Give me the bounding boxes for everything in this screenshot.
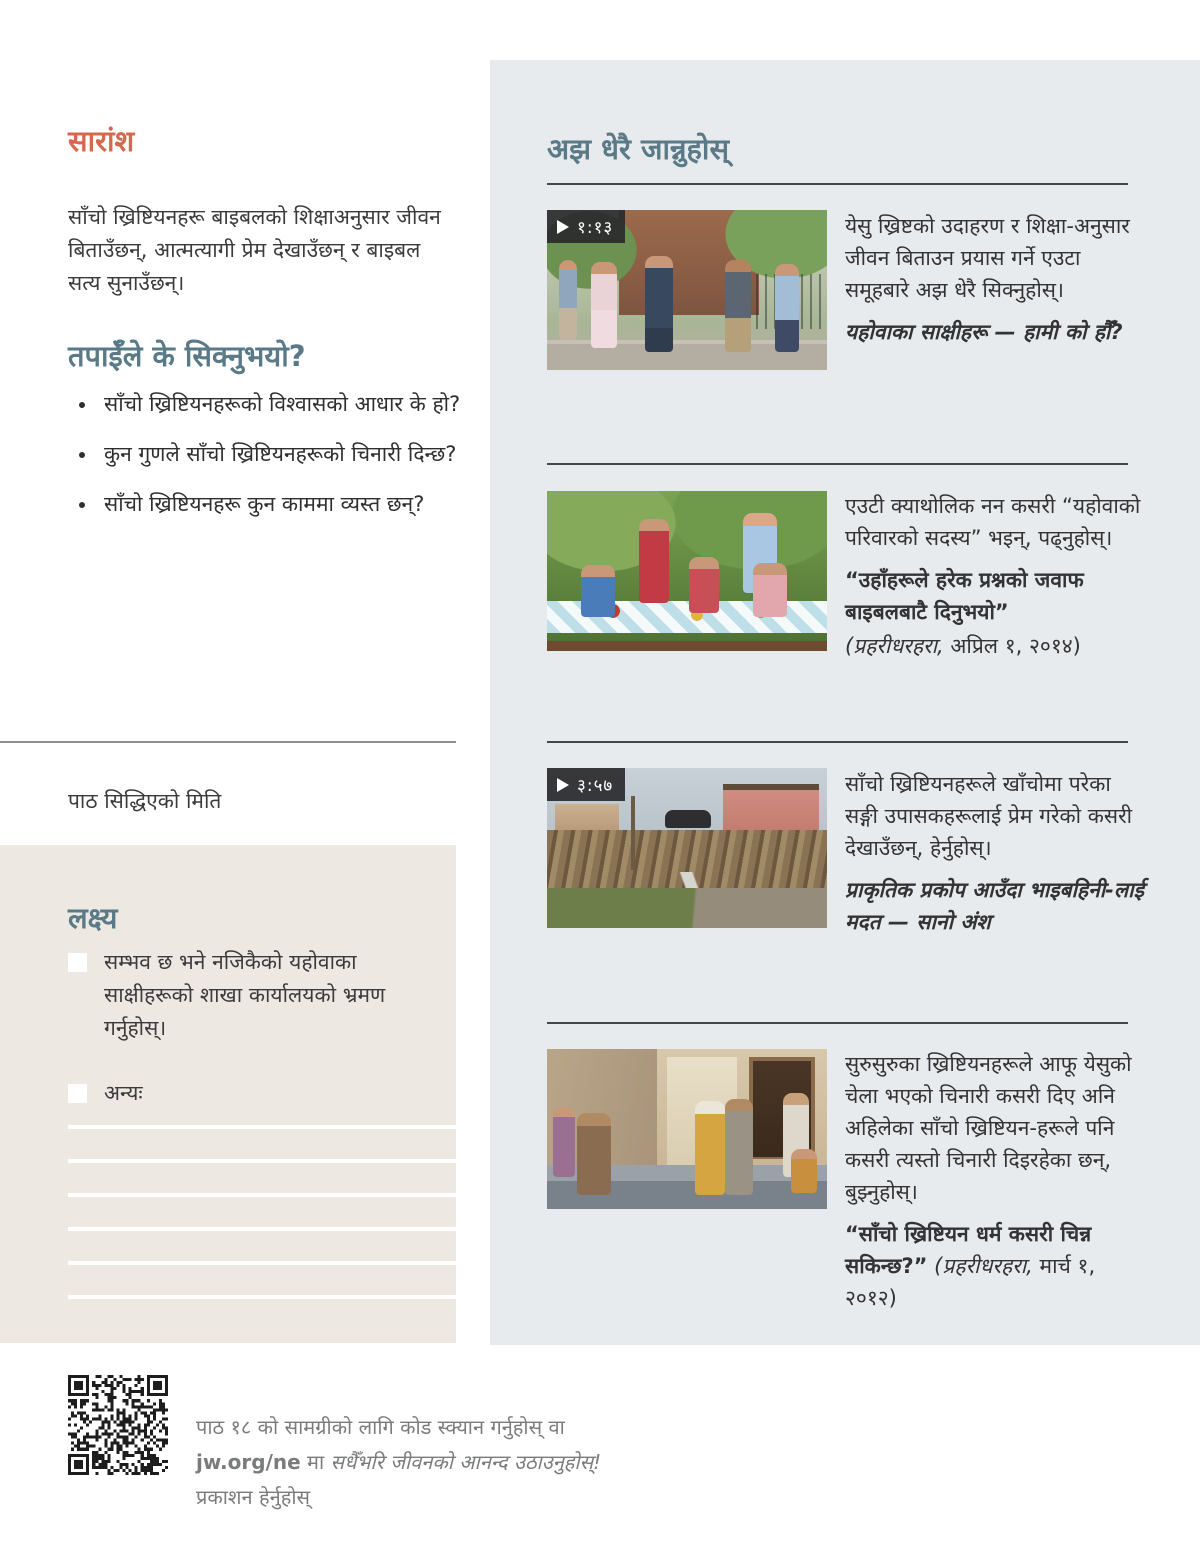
figure-shape [639, 519, 669, 603]
write-line[interactable] [68, 1159, 456, 1163]
goal-checkbox[interactable] [68, 953, 87, 972]
write-line[interactable] [68, 1261, 456, 1265]
family-picnic-photo [547, 491, 827, 651]
goal-option-label: सम्भव छ भने नजिकैको यहोवाका साक्षीहरूको शाखा कार्यालयको भ्रमण गर्नुहोस्। [104, 950, 386, 1040]
question-item: • साँचो ख्रिष्टियनहरू कुन काममा व्यस्त छन्? [98, 488, 480, 521]
play-icon [557, 220, 569, 234]
summary-heading: सारांश [68, 124, 135, 159]
review-question-list [68, 388, 480, 538]
figure-shape [775, 264, 799, 352]
write-line[interactable] [68, 1193, 456, 1197]
learn-more-item-text [845, 210, 1147, 358]
question-item: • कुन गुणले साँचो ख्रिष्टियनहरूको चिनारी दिन्छ? [98, 438, 480, 471]
write-line[interactable] [68, 1295, 456, 1299]
figure-shape [665, 810, 711, 828]
qr-code [68, 1375, 168, 1475]
connector-text: मा [300, 1450, 331, 1474]
date-divider-line [0, 741, 456, 743]
qr-code-graphic [68, 1375, 168, 1475]
figure-shape [581, 565, 615, 617]
figure-shape [553, 1107, 575, 1177]
learn-more-panel [490, 60, 1200, 1345]
figure-shape [645, 256, 673, 352]
learn-more-heading: अझ धेरै जान्नुहोस् [547, 132, 730, 167]
footer-scan-note [196, 1410, 646, 1515]
item-description: एउटी क्याथोलिक नन कसरी “यहोवाको परिवारको सदस्य” भइन्, पढ्नुहोस्। [845, 494, 1141, 550]
goal-box [0, 845, 456, 1343]
learn-more-item-text [845, 768, 1147, 948]
item-description: सुरुसुरुका ख्रिष्टियनहरूले आफू येसुको चेला भएको चिनारी कसरी दिए अनि अहिलेका साँचो ख्रिष्टियन-हरूले पनि कसरी त्यस्तो चिनारी दिइरहेका छन्, बुझ्नुहोस्। [845, 1052, 1132, 1204]
item-divider-line [547, 183, 1128, 185]
jw-org-link[interactable]: jw.org/ne [196, 1450, 301, 1474]
figure-shape [577, 1113, 611, 1195]
video-duration: ३:५७ [577, 776, 614, 796]
item-title: “उहाँहरूले हरेक प्रश्नको जवाफ बाइबलबाटै दिनुभयो” [845, 568, 1084, 624]
figure-shape [689, 557, 719, 613]
learn-more-item-text [845, 1048, 1147, 1324]
item-title: यहोवाका साक्षीहरू — हामी को हौँ? [845, 320, 1123, 344]
scan-instruction: पाठ १८ को सामग्रीको लागि कोड स्क्यान गर्नुहोस् वा [196, 1415, 565, 1439]
play-icon [557, 778, 569, 792]
what-did-you-learn-heading: तपाईँले के सिक्नुभयो? [68, 339, 306, 374]
figure-shape [725, 260, 751, 352]
figure-shape [631, 796, 635, 870]
item-title-with-citation: “साँचो ख्रिष्टियन धर्म कसरी चिन्न सकिन्छ?” (प्रहरीधरहरा, मार्च १, २०१२) [845, 1222, 1096, 1310]
learn-more-item-text [845, 490, 1147, 672]
goal-option-label: अन्यः [104, 1081, 143, 1105]
view-publication-text: प्रकाशन हेर्नुहोस् [196, 1485, 311, 1509]
goal-heading: लक्ष्य [68, 901, 118, 936]
write-line[interactable] [68, 1227, 456, 1231]
figure-shape [559, 260, 577, 340]
item-citation: (प्रहरीधरहरा, अप्रिल १, २०१४) [845, 634, 1081, 658]
street-preaching-video-thumbnail[interactable] [547, 210, 827, 370]
item-description: येसु ख्रिष्टको उदाहरण र शिक्षा-अनुसार जीवन बिताउन प्रयास गर्ने एउटा समूहबारे अझ धेरै सिक्नुहोस्। [845, 214, 1130, 302]
item-title: प्राकृतिक प्रकोप आउँदा भाइबहिनी-लाई मदत — सानो अंश [845, 878, 1144, 934]
item-divider-line [547, 741, 1128, 743]
write-line[interactable] [68, 1125, 456, 1129]
video-duration-badge [547, 210, 625, 243]
early-christians-illustration [547, 1049, 827, 1209]
item-divider-line [547, 463, 1128, 465]
goal-checkbox[interactable] [68, 1084, 87, 1103]
disaster-relief-video-thumbnail[interactable] [547, 768, 827, 928]
video-duration-badge [547, 768, 625, 801]
figure-shape [591, 262, 617, 348]
item-divider-line [547, 1022, 1128, 1024]
video-duration: १:१३ [577, 218, 614, 238]
goal-option-row [68, 1077, 438, 1110]
figure-shape [791, 1149, 817, 1193]
question-item: • साँचो ख्रिष्टियनहरूको विश्वासको आधार के हो? [98, 388, 480, 421]
summary-paragraph: साँचो ख्रिष्टियनहरू बाइबलको शिक्षाअनुसार जीवन बिताउँछन्, आत्मत्यागी प्रेम देखाउँछन् र बाइबल सत्य सुनाउँछन्। [68, 205, 441, 295]
figure-shape [695, 1101, 725, 1195]
figure-shape [725, 1099, 753, 1195]
figure-shape [753, 563, 787, 617]
goal-option-row [68, 946, 438, 1045]
publication-title: सधैँभरि जीवनको आनन्द उठाउनुहोस्! [330, 1450, 602, 1474]
lesson-completed-date-label: पाठ सिद्धिएको मिति [68, 789, 222, 813]
item-description: साँचो ख्रिष्टियनहरूले खाँचोमा परेका सङ्गी उपासकहरूलाई प्रेम गरेको कसरी देखाउँछन्, हेर्नुहोस्। [845, 772, 1133, 860]
